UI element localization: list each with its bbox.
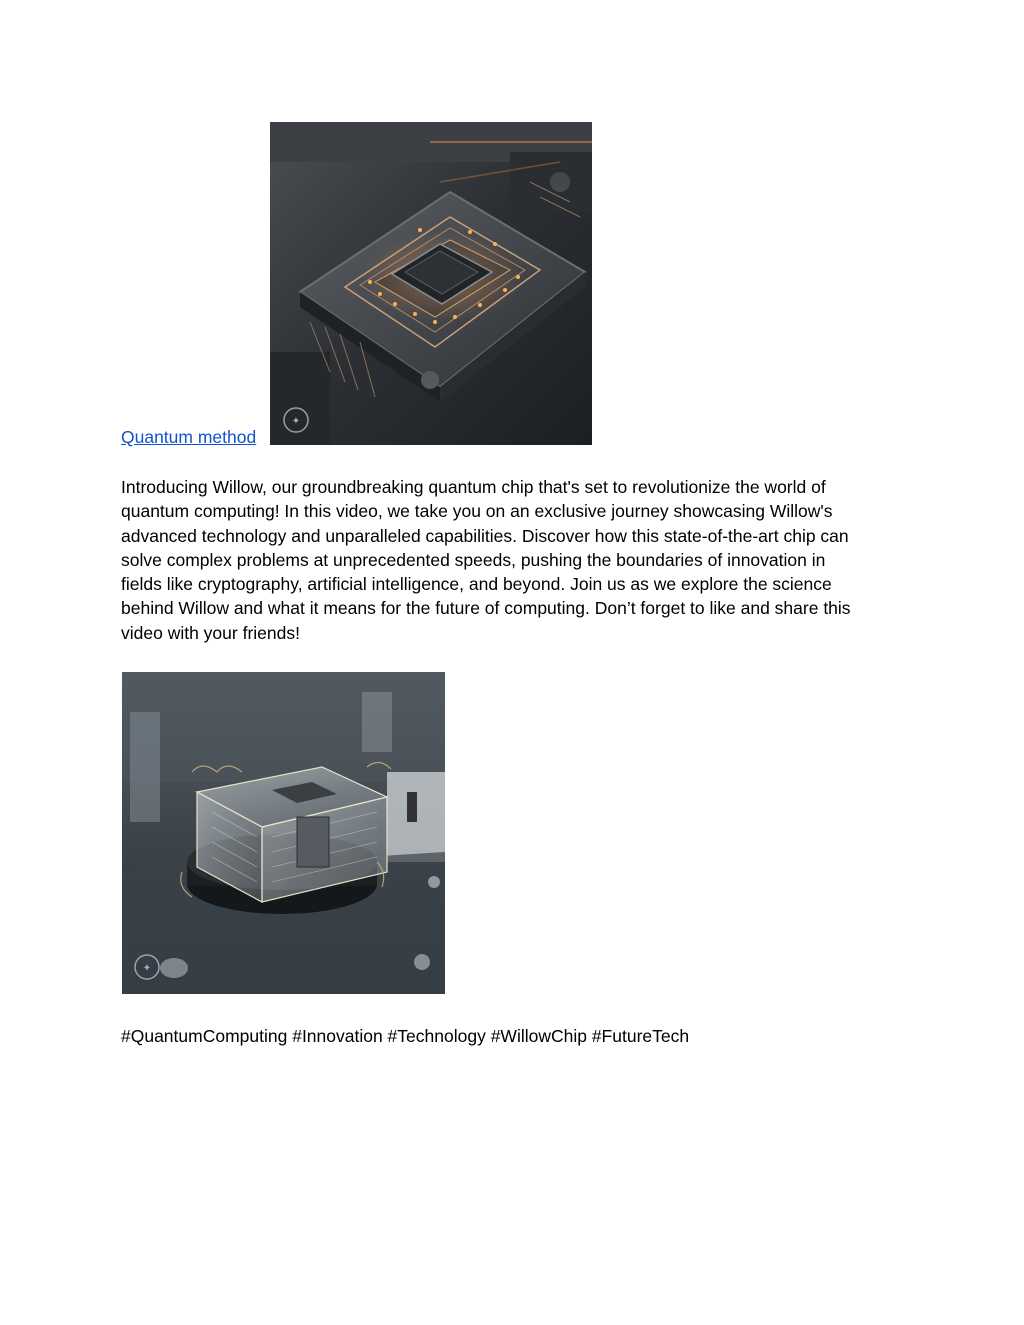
svg-text:✦: ✦	[291, 416, 301, 427]
quantum-method-link[interactable]: Quantum method	[121, 427, 257, 447]
description-line: fields like cryptography, artificial intelligence, and beyond. Join us as we explore the science	[121, 574, 832, 595]
quantum-chip-cube-image	[122, 672, 445, 994]
description-line: video with your friends!	[121, 622, 300, 643]
description-line: solve complex problems at unprecedented speeds, pushing the boundaries of innovation in	[121, 549, 826, 570]
description-paragraph	[121, 475, 901, 645]
description-line: behind Willow and what it means for the future of computing. Don’t forget to like and share this	[121, 598, 851, 619]
description-line: advanced technology and unparalleled capabilities. Discover how this state-of-the-art chip can	[121, 525, 849, 546]
svg-text:✦: ✦	[142, 963, 152, 974]
description-line: quantum computing! In this video, we take you on an exclusive journey showcasing Willow's	[121, 501, 833, 522]
quantum-chip-board-image	[270, 122, 592, 445]
hashtags-line: #QuantumComputing #Innovation #Technology #WillowChip #FutureTech	[121, 1026, 690, 1046]
description-line: Introducing Willow, our groundbreaking quantum chip that's set to revolutionize the world of	[121, 477, 826, 497]
